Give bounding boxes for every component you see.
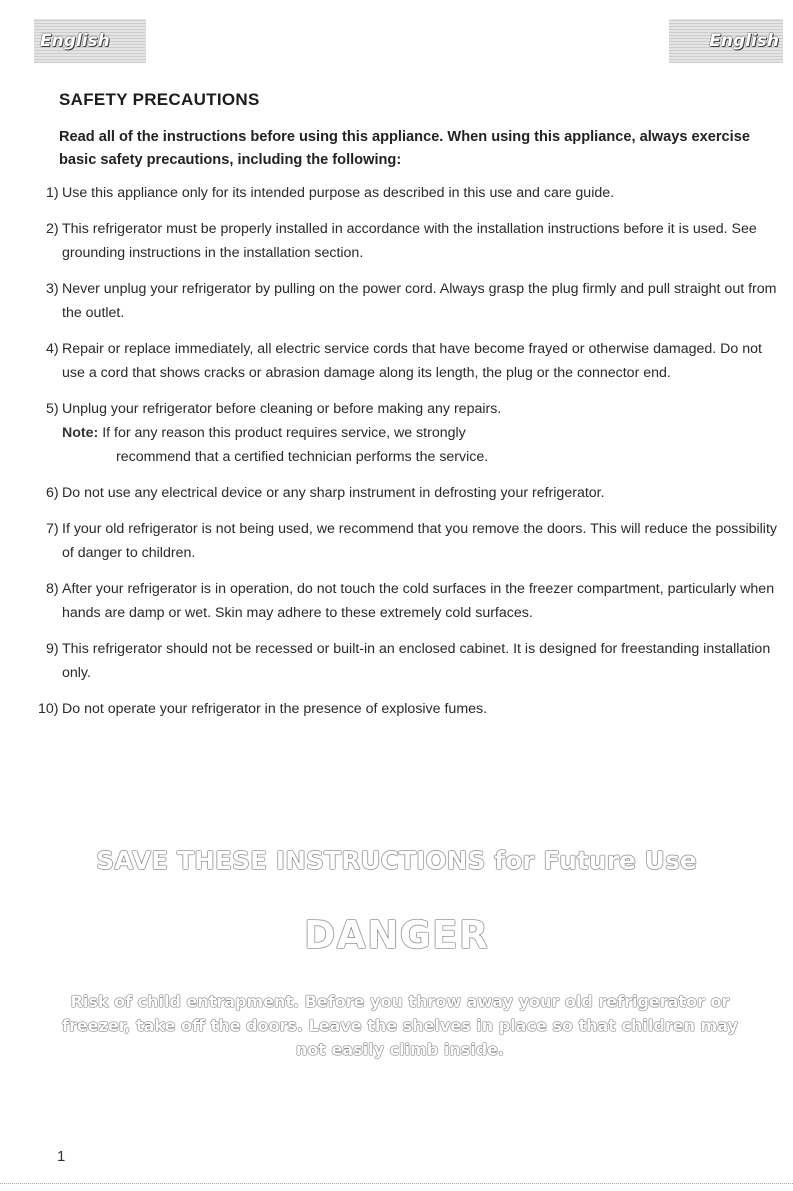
note-text-line2: recommend that a certified technician performs the service. — [116, 449, 489, 465]
footer-divider — [0, 1183, 793, 1185]
page-title: SAFETY PRECAUTIONS — [59, 90, 260, 109]
item-number: 4) — [46, 341, 59, 357]
save-instructions-heading: SAVE THESE INSTRUCTIONS for Future Use — [96, 846, 697, 875]
list-item — [46, 637, 786, 685]
note-label: Note: — [62, 425, 99, 441]
list-item — [46, 517, 786, 565]
item-number: 10) — [38, 701, 59, 717]
language-tab-left — [34, 19, 146, 63]
item-number: 3) — [46, 281, 59, 297]
list-item — [46, 277, 786, 325]
danger-heading: DANGER — [303, 913, 490, 957]
list-item — [46, 481, 786, 505]
item-number: 9) — [46, 641, 59, 657]
language-tab-left-label: English — [40, 31, 110, 51]
list-item — [46, 337, 786, 385]
danger-warning-text: Risk of child entrapment. Before you throw away your old refrigerator or freezer, take off the doors. Leave the shelves in place so that children may not easily climb inside. — [62, 992, 738, 1059]
item-text: If your old refrigerator is not being used, we recommend that you remove the doors. This will reduce the possibility of danger to children. — [62, 521, 777, 561]
item-number: 6) — [46, 485, 59, 501]
list-item — [46, 217, 786, 265]
list-item — [46, 181, 786, 205]
item-number: 5) — [46, 401, 59, 417]
item-text: Unplug your refrigerator before cleaning or before making any repairs. — [62, 401, 502, 417]
item-text: Never unplug your refrigerator by pulling on the power cord. Always grasp the plug firmly and pull straight out from the outlet. — [62, 281, 777, 321]
page-number: 1 — [57, 1148, 66, 1165]
item-text: This refrigerator must be properly installed in accordance with the installation instructions before it is used. See grounding instructions in the installation section. — [62, 221, 757, 261]
service-note — [62, 421, 786, 469]
item-text: This refrigerator should not be recessed or built-in an enclosed cabinet. It is designed for freestanding installation only. — [62, 641, 771, 681]
list-item — [38, 697, 786, 721]
item-number: 1) — [46, 185, 59, 201]
note-text-line1: If for any reason this product requires service, we strongly — [102, 425, 466, 441]
item-text: Do not use any electrical device or any sharp instrument in defrosting your refrigerator. — [62, 485, 605, 501]
list-item — [46, 397, 786, 469]
safety-list — [38, 181, 786, 733]
item-text: Repair or replace immediately, all electric service cords that have become frayed or otherwise damaged. Do not use a cord that shows cracks or abrasion damage along its length, the plug or the connector end. — [62, 341, 762, 381]
list-item — [46, 577, 786, 625]
language-tab-right-label: English — [709, 31, 779, 51]
item-text: Use this appliance only for its intended purpose as described in this use and care guide. — [62, 185, 615, 201]
item-text: Do not operate your refrigerator in the presence of explosive fumes. — [62, 701, 488, 717]
item-number: 8) — [46, 581, 59, 597]
intro-paragraph: Read all of the instructions before using this appliance. When using this appliance, always exercise basic safety precautions, including the following: — [59, 129, 750, 168]
item-number: 7) — [46, 521, 59, 537]
language-tab-right — [669, 19, 783, 63]
item-text: After your refrigerator is in operation, do not touch the cold surfaces in the freezer compartment, particularly when hands are damp or wet. Skin may adhere to these extremely cold surfaces. — [62, 581, 775, 621]
item-number: 2) — [46, 221, 59, 237]
